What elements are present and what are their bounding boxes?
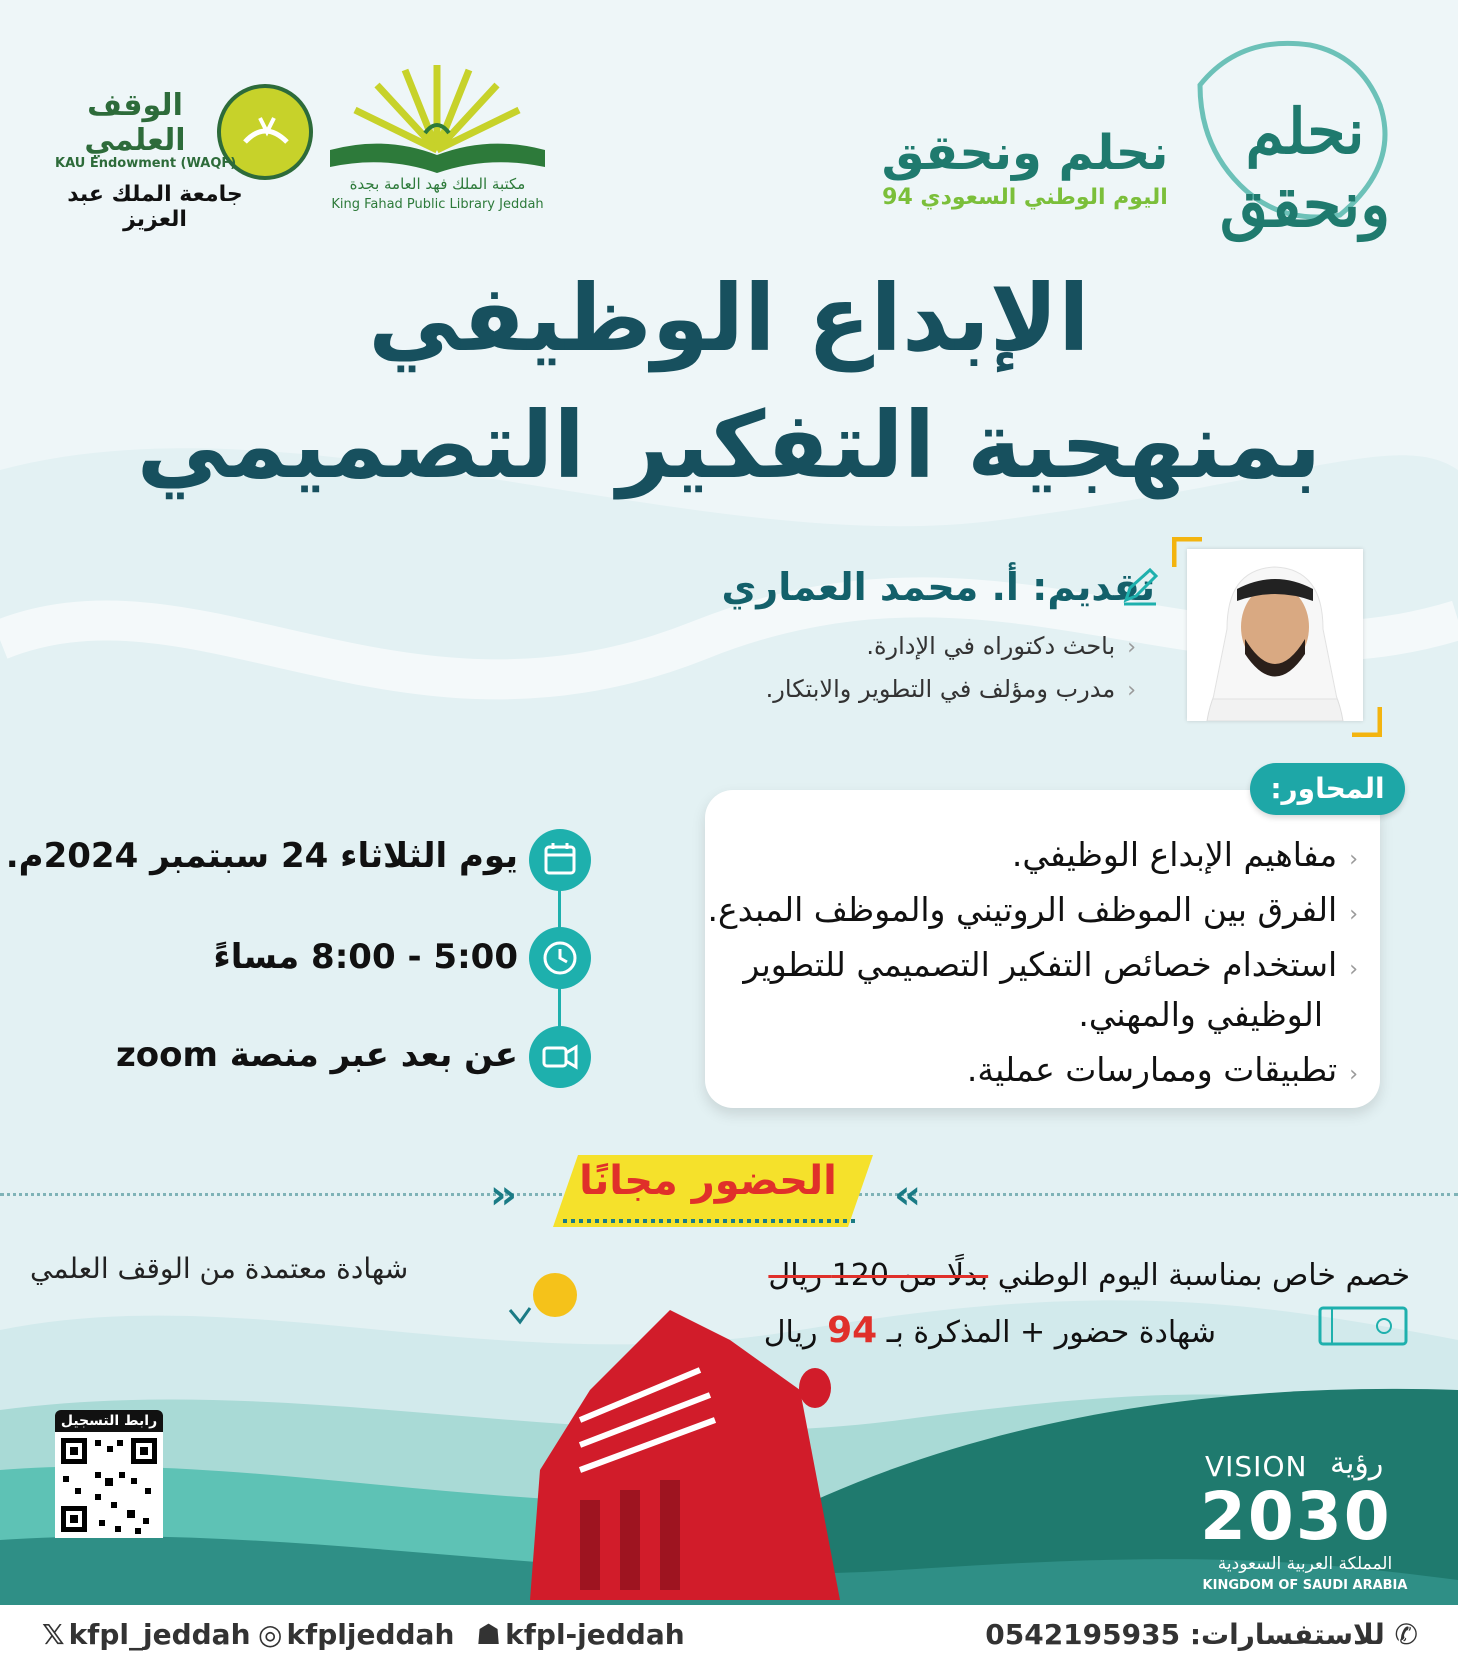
- snapchat-handle: kfpl-jeddah: [505, 1618, 685, 1651]
- offer-currency: ريال: [763, 1315, 818, 1350]
- snapchat-icon: ☗: [476, 1618, 502, 1651]
- presenter-bio-2: ‹مدرب ومؤلف في التطوير والابتكار.: [765, 675, 1136, 703]
- axis-item-1: ‹مفاهيم الإبداع الوظيفي.: [1011, 835, 1358, 874]
- kfpl-name-en: King Fahad Public Library Jeddah: [331, 197, 544, 212]
- video-camera-icon: [529, 1026, 591, 1088]
- chevron-left-icon: ‹: [1127, 678, 1136, 703]
- presenter-bio-1: ‹باحث دكتوراه في الإدارة.: [866, 632, 1136, 660]
- contact-phone: 0542195935: [985, 1618, 1181, 1651]
- person-avatar-icon: [1187, 549, 1363, 721]
- presenter-label: تقديم: أ. محمد العماري: [721, 565, 1155, 609]
- vision-kingdom-ar: المملكة العربية السعودية: [1217, 1554, 1393, 1574]
- chevron-left-icon: ‹: [1349, 1062, 1358, 1087]
- snapchat-link[interactable]: [476, 1618, 685, 1651]
- presenter-name: [721, 565, 1155, 609]
- national-day-calligraphy: نحلم ونحقق: [1219, 95, 1391, 241]
- contact-info[interactable]: [985, 1618, 1418, 1651]
- event-title-line1: الإبداع الوظيفي: [368, 265, 1090, 372]
- axis-item-4: ‹تطبيقات وممارسات عملية.: [966, 1050, 1358, 1089]
- sunrise-book-icon: [325, 55, 550, 175]
- calendar-icon: [529, 829, 591, 891]
- national-day-logo: [860, 25, 1420, 241]
- vision-2030-logo: [1200, 1446, 1420, 1600]
- national-day-subtitle: اليوم الوطني السعودي 94: [882, 185, 1168, 210]
- certificate-icon: [1318, 1304, 1408, 1348]
- event-platform: عن بعد عبر منصة zoom: [115, 1035, 518, 1075]
- pen-icon: [1120, 566, 1160, 606]
- x-icon: 𝕏: [42, 1618, 65, 1651]
- contact-label: للاستفسارات:: [1189, 1618, 1385, 1651]
- qr-code-icon[interactable]: [55, 1432, 163, 1538]
- chevron-left-icon: ‹: [1349, 957, 1358, 982]
- registration-qr[interactable]: [55, 1410, 163, 1538]
- offer-prefix: شهادة حضور + المذكرة بـ: [886, 1315, 1216, 1350]
- vision-title-ar: رؤية: [1330, 1446, 1384, 1481]
- chevron-left-icon: ‹: [1127, 635, 1136, 660]
- event-title-line2: بمنهجية التفكير التصميمي: [136, 392, 1322, 499]
- axis-item-3-cont: الوظيفي والمهني.: [1078, 995, 1323, 1034]
- axis-item-3: ‹استخدام خصائص التفكير التصميمي للتطوير: [743, 945, 1358, 984]
- national-day-slogan: نحلم ونحقق: [881, 125, 1169, 181]
- kau-endowment-name: الوقف العلمي: [84, 88, 186, 158]
- double-chevron-left-icon: ››: [900, 1172, 921, 1218]
- clock-icon: [529, 927, 591, 989]
- free-attendance-label: الحضور مجانًا: [579, 1158, 837, 1204]
- vision-title-en: VISION: [1205, 1450, 1308, 1483]
- x-link[interactable]: [42, 1618, 251, 1651]
- certificate-note: شهادة معتمدة من الوقف العلمي: [30, 1252, 409, 1285]
- double-chevron-right-icon: ››: [490, 1172, 511, 1218]
- instagram-link[interactable]: [258, 1618, 454, 1651]
- qr-label: رابط التسجيل: [55, 1410, 163, 1432]
- offer-price: 94: [827, 1310, 878, 1351]
- event-date: يوم الثلاثاء 24 سبتمبر 2024م.: [5, 836, 518, 876]
- presenter-photo-frame: [1172, 537, 1382, 737]
- instagram-icon: ◎: [258, 1618, 283, 1651]
- old-price-struck: بدلًا من 120 ريال: [768, 1258, 989, 1293]
- kfpl-logo: [325, 55, 550, 225]
- presenter-photo: [1187, 549, 1363, 721]
- kfpl-name-ar: مكتبة الملك فهد العامة بجدة: [349, 175, 526, 193]
- whatsapp-icon: ✆: [1394, 1618, 1418, 1651]
- kau-endowment-logo: [55, 70, 315, 232]
- axis-item-2: ‹الفرق بين الموظف الروتيني والموظف المبدع.: [707, 890, 1358, 929]
- chevron-left-icon: ‹: [1349, 902, 1358, 927]
- axes-label: المحاور:: [1250, 763, 1405, 815]
- discount-prefix: خصم خاص بمناسبة اليوم الوطني: [997, 1258, 1410, 1293]
- event-time: 5:00 - 8:00 مساءً: [213, 937, 518, 977]
- chevron-left-icon: ‹: [1349, 847, 1358, 872]
- x-handle: kfpl_jeddah: [68, 1618, 251, 1651]
- instagram-handle: kfpljeddah: [286, 1618, 455, 1651]
- heritage-building-illustration: [470, 1270, 890, 1600]
- kau-endowment-en: KAU Endowment (WAQF): [55, 156, 237, 171]
- kau-university-name: جامعة الملك عبد العزيز: [67, 182, 243, 232]
- vision-kingdom-en: KINGDOM OF SAUDI ARABIA: [1202, 1578, 1408, 1593]
- vision-year: 2030: [1200, 1478, 1392, 1555]
